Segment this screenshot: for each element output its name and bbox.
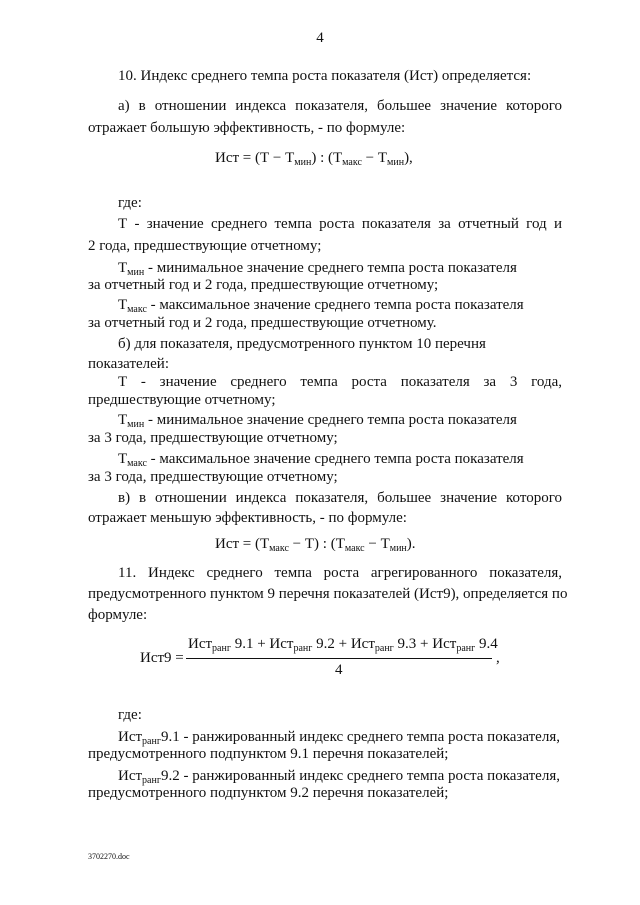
formula-ist9-lhs: Ист9 =	[140, 650, 184, 666]
def-tmin-b-line-1: $Т_{мин}$ - минимальное значение среднего темпа роста показателя	[118, 412, 517, 430]
def-ist-9-1-line-2: предусмотренного подпунктом 9.1 перечня показателей;	[88, 746, 449, 762]
item-v-line-1: в) в отношении индекса показателя, большее значение которого	[118, 490, 562, 506]
formula-ist9	[140, 636, 510, 686]
def-tmax-b-line-2: за 3 года, предшествующие отчетному;	[88, 469, 338, 485]
item-b-line-1: б) для показателя, предусмотренного пунктом 10 перечня	[118, 336, 486, 352]
fraction-bar	[186, 658, 492, 659]
def-tmax-line-2: за отчетный год и 2 года, предшествующие отчетному.	[88, 315, 437, 331]
paragraph-10-heading: 10. Индекс среднего темпа роста показателя (Ист) определяется:	[118, 68, 532, 84]
formula-ist9-denominator: 4	[335, 662, 343, 678]
def-t-b-line-2: предшествующие отчетному;	[88, 392, 276, 408]
paragraph-11-line-2: предусмотренного пунктом 9 перечня показателей (Ист9), определяется по	[88, 586, 568, 602]
footer-filename: 3702270.doc	[88, 852, 130, 861]
def-tmax-b-line-1: $Т_{макс}$ - максимальное значение среднего темпа роста показателя	[118, 451, 524, 469]
where-label-2: где:	[118, 707, 142, 723]
def-ist-9-2-line-1: Ист$_{ранг}$9.2 - ранжированный индекс среднего темпа роста показателя,	[118, 768, 560, 786]
item-v-line-2: отражает меньшую эффективность, - по формуле:	[88, 510, 407, 526]
def-ist-9-1-line-1: Ист$_{ранг}$9.1 - ранжированный индекс среднего темпа роста показателя,	[118, 729, 560, 747]
where-label-1: где:	[118, 195, 142, 211]
formula-ist9-tail: ,	[496, 650, 500, 666]
def-tmin-b-line-2: за 3 года, предшествующие отчетному;	[88, 430, 338, 446]
item-a-line-2: отражает большую эффективность, - по формуле:	[88, 120, 406, 136]
paragraph-11-line-1: 11. Индекс среднего темпа роста агрегированного показателя,	[118, 565, 562, 581]
formula-ist-increase: Ист = $(Т - Т_{мин})$ : $(Т_{макс} - Т_{мин})$,	[215, 150, 413, 168]
page-number: 4	[316, 30, 324, 46]
def-tmax-line-1: $Т_{макс}$ - максимальное значение среднего темпа роста показателя	[118, 297, 524, 315]
def-t-line-2: 2 года, предшествующие отчетному;	[88, 238, 322, 254]
formula-ist-decrease: Ист = $(Т_{макс} - Т)$ : $(Т_{макс} - Т_{мин})$.	[215, 536, 416, 554]
def-tmin-line-2: за отчетный год и 2 года, предшествующие отчетному;	[88, 277, 439, 293]
item-b-line-2: показателей:	[88, 356, 169, 372]
formula-ist9-numerator: Ист$_{ранг}$ 9.1 + Ист$_{ранг}$ 9.2 + Ист$_{ранг}$ 9.3 + Ист$_{ранг}$ 9.4	[188, 636, 498, 654]
def-t-b-line-1: Т - значение среднего темпа роста показателя за 3 года,	[118, 374, 562, 390]
paragraph-11-line-3: формуле:	[88, 607, 148, 623]
def-ist-9-2-line-2: предусмотренного подпунктом 9.2 перечня показателей;	[88, 785, 449, 801]
def-t-line-1: Т - значение среднего темпа роста показателя за отчетный год и	[118, 216, 562, 232]
def-tmin-line-1: $Т_{мин}$ - минимальное значение среднего темпа роста показателя	[118, 260, 517, 278]
item-a-line-1: а) в отношении индекса показателя, большее значение которого	[118, 98, 562, 114]
